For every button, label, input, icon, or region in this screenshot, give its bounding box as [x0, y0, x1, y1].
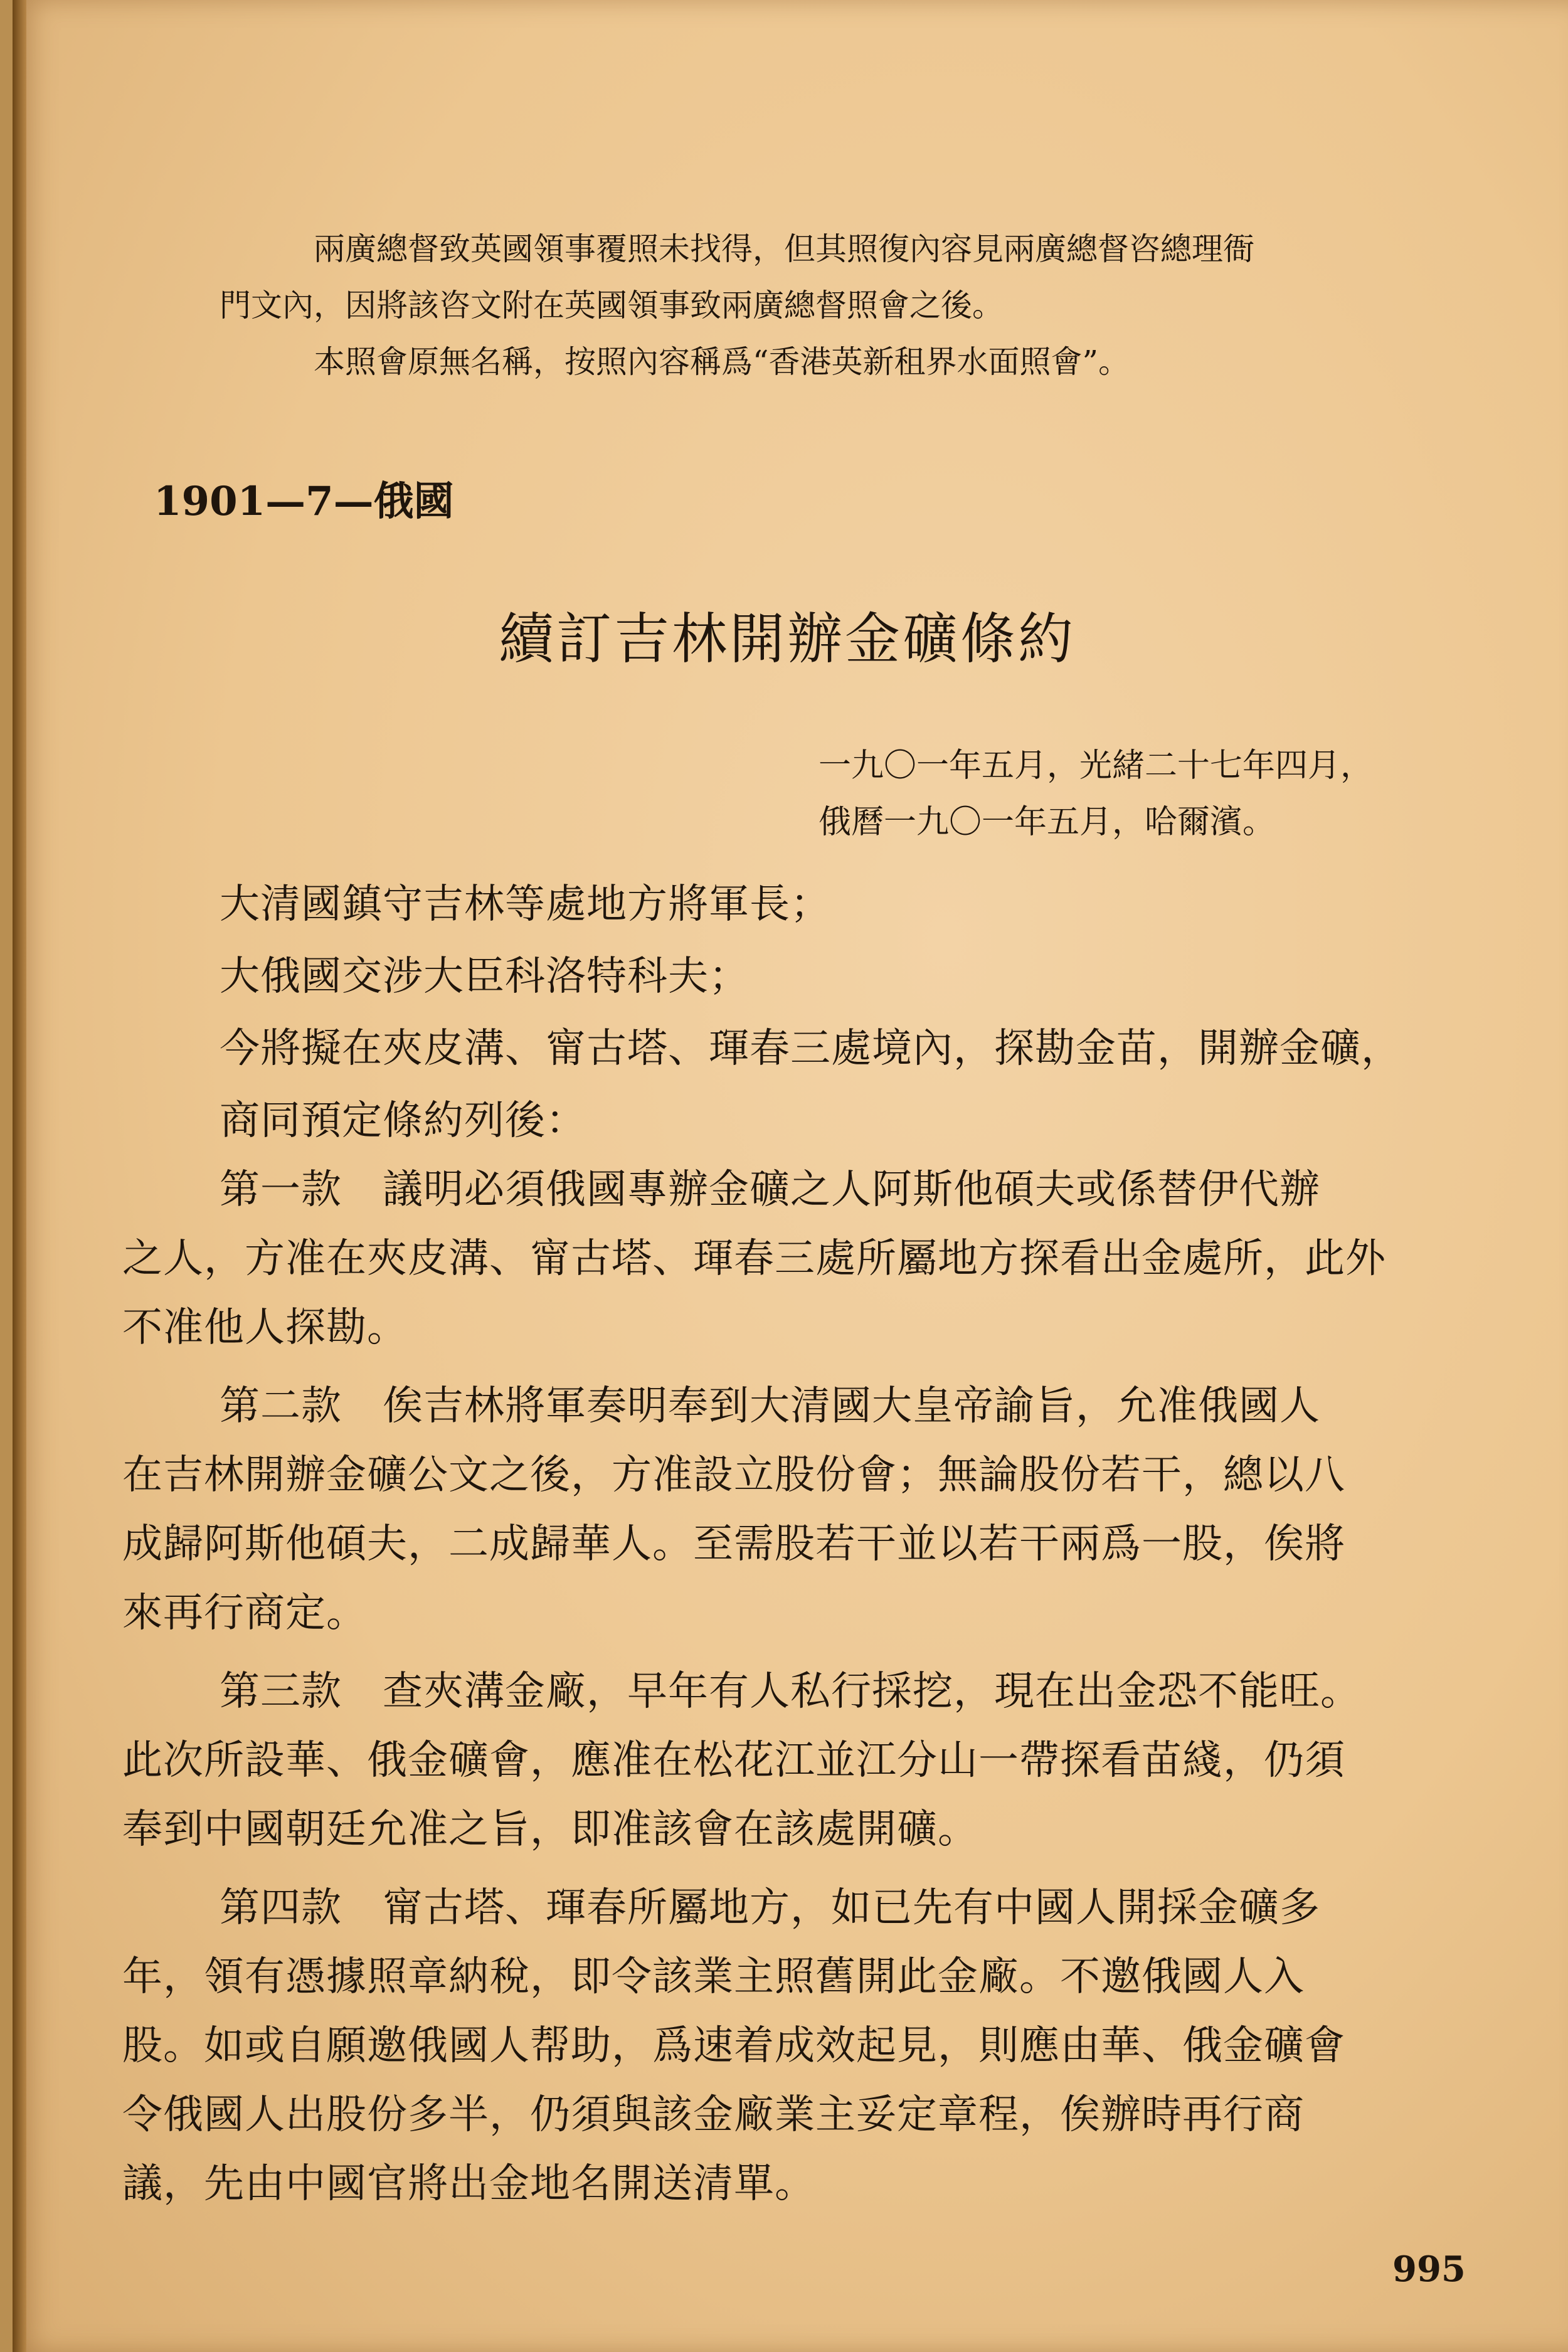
- date-line-2: 俄曆一九〇一年五月，哈爾濱。: [818, 803, 1276, 841]
- editor-note-line-3: 本照會原無名稱，按照內容稱爲“香港英新租界水面照會”。: [314, 344, 1130, 380]
- preamble-line-2: 商同預定條約列後：: [220, 1098, 586, 1144]
- book-page: [13, 0, 1568, 2352]
- article-3-line-1: 第三款 查夾溝金廠，早年有人私行採挖，現在出金恐不能旺。: [220, 1668, 1361, 1715]
- article-2-line-2: 在吉林開辦金礦公文之後，方准設立股份會；無論股份若干，總以八: [122, 1452, 1345, 1498]
- editor-note-line-2: 門文內，因將該咨文附在英國領事致兩廣總督照會之後。: [220, 287, 1004, 324]
- article-4-line-1: 第四款 甯古塔、琿春所屬地方，如已先有中國人開採金礦多: [220, 1885, 1320, 1931]
- article-2-line-4: 來再行商定。: [122, 1590, 367, 1636]
- article-1-line-2: 之人，方准在夾皮溝、甯古塔、琿春三處所屬地方探看出金處所，此外: [122, 1236, 1386, 1282]
- article-1-line-1: 第一款 議明必須俄國專辦金礦之人阿斯他碩夫或係替伊代辦: [220, 1167, 1320, 1213]
- book-spine: [13, 0, 26, 2352]
- article-4-line-2: 年，領有憑據照章納稅，即令該業主照舊開此金廠。不邀俄國人入: [122, 1954, 1305, 2000]
- article-2-line-3: 成歸阿斯他碩夫，二成歸華人。至需股若干並以若干兩爲一股，俟將: [122, 1521, 1345, 1567]
- editor-note-line-1: 兩廣總督致英國領事覆照未找得，但其照復內容見兩廣總督咨總理衙: [314, 231, 1254, 267]
- article-3-line-2: 此次所設華、俄金礦會，應准在松花江並江分山一帶探看苗綫，仍須: [122, 1737, 1345, 1784]
- article-4-line-5: 議，先由中國官將出金地名開送清單。: [122, 2161, 815, 2207]
- date-line-1: 一九〇一年五月，光緒二十七年四月，: [818, 747, 1374, 785]
- article-3-line-3: 奉到中國朝廷允准之旨，即准該會在該處開礦。: [122, 1806, 978, 1853]
- article-2-line-1: 第二款 俟吉林將軍奏明奉到大清國大皇帝諭旨，允准俄國人: [220, 1383, 1320, 1429]
- article-4-line-3: 股。如或自願邀俄國人帮助，爲速着成效起見，則應由華、俄金礦會: [122, 2023, 1345, 2069]
- article-1-line-3: 不准他人探勘。: [122, 1305, 408, 1351]
- treaty-title: 續訂吉林開辦金礦條約: [499, 607, 1076, 671]
- article-4-line-4: 令俄國人出股份多半，仍須與該金廠業主妥定章程，俟辦時再行商: [122, 2092, 1305, 2138]
- page-number: 995: [1392, 2249, 1466, 2290]
- treaty-reference: 1901—7—俄國: [154, 478, 454, 525]
- party-qing: 大清國鎮守吉林等處地方將軍長；: [220, 881, 831, 928]
- party-russia: 大俄國交涉大臣科洛特科夫；: [220, 953, 750, 1000]
- preamble-line-1: 今將擬在夾皮溝、甯古塔、琿春三處境內，探勘金苗，開辦金礦，: [220, 1025, 1402, 1072]
